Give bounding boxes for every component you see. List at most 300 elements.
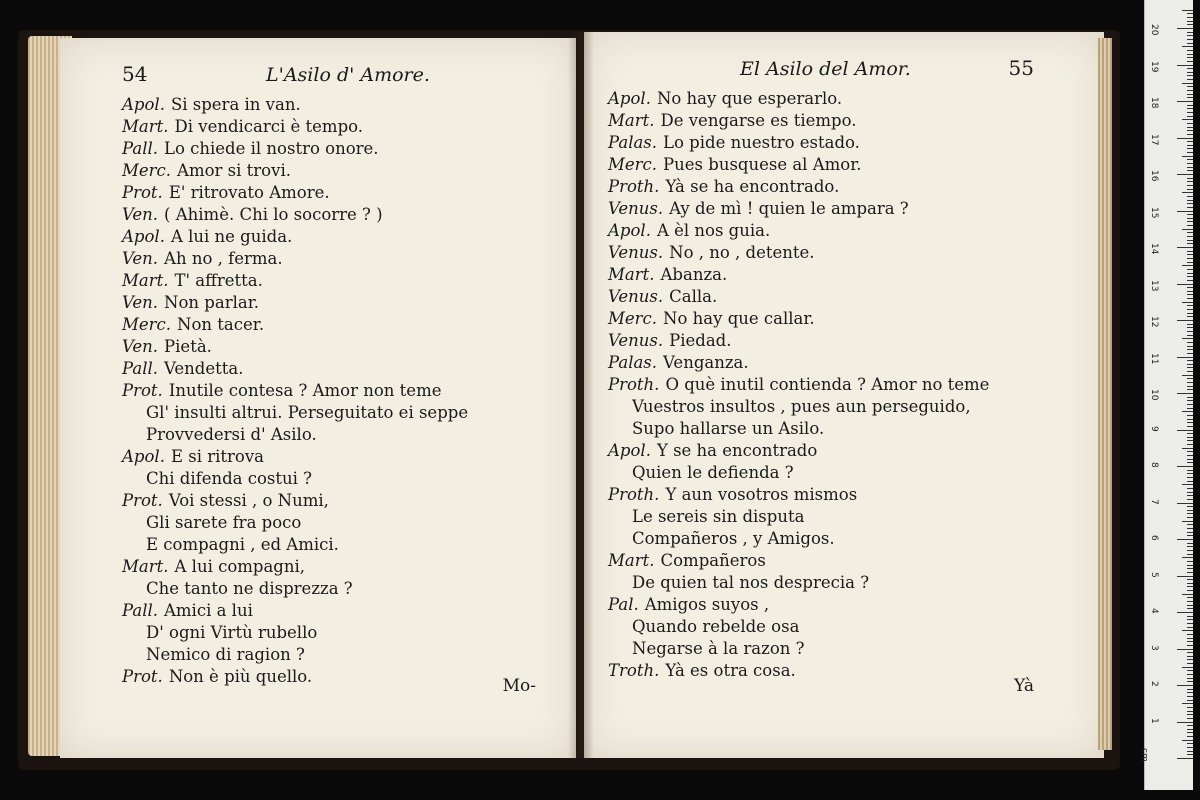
speaker-name: Venus. <box>608 287 664 306</box>
ruler-tick <box>1187 225 1193 226</box>
ruler-tick <box>1187 696 1193 697</box>
ruler-tick <box>1187 251 1193 252</box>
ruler-tick <box>1187 203 1193 204</box>
dialogue-line <box>608 572 1084 594</box>
line-text: Ah no , ferma. <box>164 249 283 268</box>
ruler-tick <box>1187 634 1193 635</box>
ruler-tick <box>1187 327 1193 328</box>
ruler-tick <box>1187 619 1193 620</box>
speaker-name: Ven. <box>122 205 159 224</box>
speaker-name: Pall. <box>122 359 158 378</box>
speaker-name: Prot. <box>122 381 163 400</box>
speaker-name: Ven. <box>122 337 159 356</box>
line-text: Le sereis sin disputa <box>632 507 805 526</box>
ruler-tick <box>1187 481 1193 482</box>
dialogue-line <box>122 402 556 424</box>
ruler-number: 4 <box>1149 608 1159 614</box>
ruler-tick <box>1187 517 1193 518</box>
ruler-tick <box>1187 207 1193 208</box>
ruler-tick <box>1187 444 1193 445</box>
ruler-tick <box>1187 524 1193 525</box>
ruler-tick <box>1187 262 1193 263</box>
speaker-name: Proth. <box>608 177 660 196</box>
dialogue-line <box>608 176 1084 198</box>
ruler-tick <box>1187 141 1193 142</box>
ruler-tick <box>1187 550 1193 551</box>
page-edges-right <box>1098 38 1112 750</box>
dialogue-line <box>608 154 1084 176</box>
ruler-tick <box>1187 61 1193 62</box>
line-text: Calla. <box>669 287 718 306</box>
ruler-tick <box>1177 138 1193 139</box>
ruler-tick <box>1187 554 1193 555</box>
dialogue-line <box>122 666 556 688</box>
dialogue-line <box>608 638 1084 660</box>
text-block <box>608 88 1084 682</box>
ruler-tick <box>1187 386 1193 387</box>
ruler-tick <box>1187 565 1193 566</box>
ruler-tick <box>1187 645 1193 646</box>
line-text: E compagni , ed Amici. <box>146 535 339 554</box>
line-text: E' ritrovato Amore. <box>168 183 330 202</box>
dialogue-line <box>608 550 1084 572</box>
ruler-tick <box>1187 433 1193 434</box>
line-text: Lo pide nuestro estado. <box>663 133 860 152</box>
ruler-tick <box>1187 389 1193 390</box>
dialogue-line <box>122 490 556 512</box>
ruler-tick <box>1177 539 1193 540</box>
speaker-name: Pal. <box>608 595 639 614</box>
ruler-tick <box>1182 667 1193 668</box>
line-text: Yà se ha encontrado. <box>665 177 840 196</box>
dialogue-line <box>608 374 1084 396</box>
ruler-tick <box>1187 367 1193 368</box>
speaker-name: Mart. <box>608 111 655 130</box>
ruler-tick <box>1187 426 1193 427</box>
line-text: No hay que callar. <box>663 309 815 328</box>
speaker-name: Venus. <box>608 331 664 350</box>
ruler-tick <box>1182 229 1193 230</box>
speaker-name: Pall. <box>122 601 158 620</box>
ruler-tick <box>1187 718 1193 719</box>
ruler-tick <box>1187 342 1193 343</box>
running-header: El Asilo del Amor. <box>740 58 911 80</box>
ruler-tick <box>1182 703 1193 704</box>
line-text: Vendetta. <box>164 359 244 378</box>
line-text: De quien tal nos desprecia ? <box>632 573 870 592</box>
dialogue-line <box>608 506 1084 528</box>
line-text: Amici a lui <box>164 601 253 620</box>
ruler-tick <box>1187 455 1193 456</box>
speaker-name: Palas. <box>608 133 658 152</box>
ruler-tick <box>1187 652 1193 653</box>
book-gutter <box>568 32 594 758</box>
dialogue-line <box>608 396 1084 418</box>
ruler-tick <box>1187 178 1193 179</box>
dialogue-line <box>608 110 1084 132</box>
line-text: Compañeros , y Amigos. <box>632 529 835 548</box>
ruler-tick <box>1187 196 1193 197</box>
ruler-tick <box>1187 729 1193 730</box>
ruler-tick <box>1187 35 1193 36</box>
ruler-tick <box>1187 305 1193 306</box>
ruler-tick <box>1187 123 1193 124</box>
line-text: Supo hallarse un Asilo. <box>632 419 825 438</box>
ruler-tick <box>1187 108 1193 109</box>
line-text: Nemico di ragion ? <box>146 645 305 664</box>
ruler-tick <box>1187 568 1193 569</box>
ruler-tick <box>1187 663 1193 664</box>
ruler-tick <box>1187 451 1193 452</box>
ruler-tick <box>1187 492 1193 493</box>
ruler-tick <box>1187 134 1193 135</box>
ruler-tick <box>1187 616 1193 617</box>
ruler-tick <box>1177 503 1193 504</box>
ruler-tick <box>1187 298 1193 299</box>
ruler-tick <box>1182 411 1193 412</box>
ruler-number: 8 <box>1149 462 1159 468</box>
line-text: O què inutil contienda ? Amor no teme <box>665 375 990 394</box>
ruler-tick <box>1187 419 1193 420</box>
dialogue-line <box>608 330 1084 352</box>
ruler-tick <box>1177 174 1193 175</box>
ruler-tick <box>1182 156 1193 157</box>
dialogue-line <box>122 182 556 204</box>
line-text: Ay de mì ! quien le ampara ? <box>669 199 909 218</box>
ruler-tick <box>1187 167 1193 168</box>
ruler-tick <box>1187 276 1193 277</box>
dialogue-line <box>608 264 1084 286</box>
dialogue-line <box>122 446 556 468</box>
dialogue-line <box>608 462 1084 484</box>
line-text: Si spera in van. <box>170 95 301 114</box>
ruler-tick <box>1187 309 1193 310</box>
ruler-tick <box>1187 561 1193 562</box>
ruler-tick <box>1187 287 1193 288</box>
dialogue-line <box>122 138 556 160</box>
ruler-tick <box>1182 265 1193 266</box>
ruler-tick <box>1187 499 1193 500</box>
ruler-tick <box>1187 181 1193 182</box>
ruler-tick <box>1187 280 1193 281</box>
line-text: Yà es otra cosa. <box>665 661 796 680</box>
ruler-tick <box>1187 316 1193 317</box>
ruler-tick <box>1187 236 1193 237</box>
ruler-tick <box>1187 656 1193 657</box>
line-text: No hay que esperarlo. <box>656 89 843 108</box>
ruler-tick <box>1187 214 1193 215</box>
ruler-tick <box>1187 39 1193 40</box>
line-text: Non tacer. <box>177 315 265 334</box>
ruler-tick <box>1177 28 1193 29</box>
ruler-tick <box>1187 43 1193 44</box>
ruler-tick <box>1187 400 1193 401</box>
ruler-tick <box>1187 725 1193 726</box>
ruler-number: 10 <box>1149 389 1159 401</box>
dialogue-line <box>122 292 556 314</box>
line-text: Y aun vosotros mismos <box>665 485 858 504</box>
ruler-tick <box>1187 258 1193 259</box>
ruler-tick <box>1182 521 1193 522</box>
line-text: Compañeros <box>660 551 766 570</box>
line-text: Non è più quello. <box>168 667 313 686</box>
ruler-tick <box>1187 243 1193 244</box>
ruler-tick <box>1187 689 1193 690</box>
line-text: De vengarse es tiempo. <box>660 111 857 130</box>
ruler-number: 19 <box>1149 60 1159 72</box>
ruler-tick <box>1187 130 1193 131</box>
speaker-name: Venus. <box>608 199 664 218</box>
ruler-tick <box>1187 273 1193 274</box>
ruler-tick <box>1187 313 1193 314</box>
ruler-tick <box>1187 440 1193 441</box>
ruler-tick <box>1182 338 1193 339</box>
dialogue-line <box>608 88 1084 110</box>
ruler-number: 6 <box>1149 535 1159 541</box>
ruler-tick <box>1177 466 1193 467</box>
dialogue-line <box>608 616 1084 638</box>
dialogue-line <box>122 116 556 138</box>
speaker-name: Mart. <box>122 557 169 576</box>
dialogue-line <box>608 418 1084 440</box>
ruler-tick <box>1187 572 1193 573</box>
line-text: Lo chiede il nostro onore. <box>164 139 379 158</box>
dialogue-line <box>608 528 1084 550</box>
line-text: Negarse à la razon ? <box>632 639 805 658</box>
speaker-name: Prot. <box>122 491 163 510</box>
line-text: Pues busquese al Amor. <box>663 155 862 174</box>
ruler-number: 20 <box>1149 24 1159 36</box>
speaker-name: Ven. <box>122 249 159 268</box>
ruler-tick <box>1187 528 1193 529</box>
line-text: Non parlar. <box>164 293 260 312</box>
dialogue-line <box>608 308 1084 330</box>
ruler-tick <box>1187 510 1193 511</box>
ruler-tick <box>1177 101 1193 102</box>
ruler-tick <box>1187 86 1193 87</box>
ruler-tick <box>1187 397 1193 398</box>
ruler-tick <box>1187 382 1193 383</box>
line-text: E si ritrova <box>170 447 264 466</box>
ruler-tick <box>1187 678 1193 679</box>
ruler-number: 7 <box>1149 498 1159 505</box>
speaker-name: Pall. <box>122 139 158 158</box>
ruler-tick <box>1177 320 1193 321</box>
ruler-tick <box>1187 754 1193 755</box>
dialogue-line <box>608 198 1084 220</box>
ruler-number: 14 <box>1149 243 1159 255</box>
line-text: D' ogni Virtù rubello <box>146 623 318 642</box>
ruler-tick <box>1187 404 1193 405</box>
line-text: A lui compagni, <box>174 557 306 576</box>
page-number: 55 <box>1008 56 1034 80</box>
speaker-name: Merc. <box>608 309 658 328</box>
ruler-tick <box>1187 21 1193 22</box>
line-text: Voi stessi , o Numi, <box>168 491 329 510</box>
ruler-number: 5 <box>1149 571 1159 578</box>
ruler-tick <box>1182 557 1193 558</box>
ruler-tick <box>1187 221 1193 222</box>
speaker-name: Palas. <box>608 353 658 372</box>
ruler-tick <box>1187 408 1193 409</box>
ruler-tick <box>1187 546 1193 547</box>
line-text: Chi difenda costui ? <box>146 469 313 488</box>
ruler-tick <box>1187 163 1193 164</box>
ruler-tick <box>1187 674 1193 675</box>
dialogue-line <box>608 242 1084 264</box>
line-text: Amigos suyos , <box>644 595 770 614</box>
ruler-tick <box>1187 294 1193 295</box>
ruler-tick <box>1187 185 1193 186</box>
dialogue-line <box>122 94 556 116</box>
ruler-tick <box>1177 357 1193 358</box>
ruler-tick <box>1177 247 1193 248</box>
ruler-tick <box>1187 462 1193 463</box>
speaker-name: Mart. <box>608 551 655 570</box>
ruler-tick <box>1187 590 1193 591</box>
catchword: Yà <box>1013 676 1034 696</box>
speaker-name: Prot. <box>122 667 163 686</box>
line-text: Di vendicarci è tempo. <box>174 117 364 136</box>
line-text: A lui ne guida. <box>170 227 293 246</box>
ruler-number: 12 <box>1149 316 1159 328</box>
ruler-tick <box>1187 477 1193 478</box>
ruler-tick <box>1187 75 1193 76</box>
speaker-name: Proth. <box>608 375 660 394</box>
ruler-tick <box>1177 722 1193 723</box>
ruler-tick <box>1187 17 1193 18</box>
line-text: Piedad. <box>669 331 732 350</box>
speaker-name: Venus. <box>608 243 664 262</box>
dialogue-line <box>122 644 556 666</box>
line-text: Pietà. <box>164 337 212 356</box>
dialogue-line <box>122 160 556 182</box>
ruler-tick <box>1187 159 1193 160</box>
page-number: 54 <box>122 62 148 86</box>
line-text: A èl nos guia. <box>656 221 771 240</box>
ruler-tick <box>1182 192 1193 193</box>
speaker-name: Apol. <box>608 89 651 108</box>
ruler-tick <box>1187 543 1193 544</box>
ruler-tick <box>1187 254 1193 255</box>
dialogue-line <box>122 600 556 622</box>
ruler-tick <box>1182 484 1193 485</box>
ruler-tick <box>1187 751 1193 752</box>
ruler-tick <box>1187 415 1193 416</box>
ruler-tick <box>1187 105 1193 106</box>
ruler-tick <box>1187 597 1193 598</box>
ruler-tick <box>1187 714 1193 715</box>
ruler-number: 15 <box>1149 206 1159 218</box>
ruler-tick <box>1187 378 1193 379</box>
ruler-tick <box>1182 302 1193 303</box>
ruler-tick <box>1177 65 1193 66</box>
ruler-tick <box>1187 79 1193 80</box>
ruler-tick <box>1187 627 1193 628</box>
ruler-tick <box>1187 32 1193 33</box>
ruler-tick <box>1187 97 1193 98</box>
ruler-tick <box>1182 594 1193 595</box>
ruler-tick <box>1182 740 1193 741</box>
ruler-tick <box>1187 94 1193 95</box>
ruler-tick <box>1187 681 1193 682</box>
ruler-tick <box>1182 46 1193 47</box>
ruler-tick <box>1187 50 1193 51</box>
line-text: Amor si trovi. <box>177 161 291 180</box>
ruler-tick <box>1177 284 1193 285</box>
text-block <box>122 94 556 688</box>
ruler-tick <box>1177 393 1193 394</box>
ruler-tick <box>1187 459 1193 460</box>
ruler-tick <box>1187 473 1193 474</box>
ruler-tick <box>1187 659 1193 660</box>
ruler-tick <box>1187 583 1193 584</box>
ruler-tick <box>1187 692 1193 693</box>
ruler-tick <box>1187 68 1193 69</box>
speaker-name: Apol. <box>122 95 165 114</box>
dialogue-line <box>122 314 556 336</box>
ruler-tick <box>1187 116 1193 117</box>
ruler-tick <box>1187 324 1193 325</box>
ruler-tick <box>1187 535 1193 536</box>
ruler-tick <box>1187 371 1193 372</box>
ruler-tick <box>1187 200 1193 201</box>
ruler-number: 3 <box>1149 644 1159 651</box>
dialogue-line <box>122 424 556 446</box>
line-text: Inutile contesa ? Amor non teme <box>168 381 442 400</box>
dialogue-line <box>608 594 1084 616</box>
line-text: T' affretta. <box>174 271 263 290</box>
line-text: Quando rebelde osa <box>632 617 800 636</box>
ruler-tick <box>1187 586 1193 587</box>
ruler-number: 13 <box>1149 279 1159 291</box>
ruler-tick <box>1182 375 1193 376</box>
ruler-tick <box>1187 331 1193 332</box>
speaker-name: Prot. <box>122 183 163 202</box>
line-text: Vuestros insultos , pues aun perseguido, <box>632 397 971 416</box>
ruler-tick <box>1187 513 1193 514</box>
line-text: Gli sarete fra poco <box>146 513 302 532</box>
dialogue-line <box>122 270 556 292</box>
ruler-tick <box>1187 218 1193 219</box>
ruler-tick <box>1187 670 1193 671</box>
ruler-tick <box>1187 112 1193 113</box>
line-text: No , no , detente. <box>669 243 815 262</box>
speaker-name: Apol. <box>122 227 165 246</box>
ruler-number: 18 <box>1149 97 1159 109</box>
ruler-number: 1 <box>1149 717 1159 724</box>
speaker-name: Apol. <box>122 447 165 466</box>
ruler-tick <box>1187 240 1193 241</box>
ruler-tick <box>1187 707 1193 708</box>
line-text: ( Ahimè. Chi lo socorre ? ) <box>164 205 383 224</box>
ruler-tick <box>1187 360 1193 361</box>
ruler-tick <box>1187 189 1193 190</box>
speaker-name: Apol. <box>608 441 651 460</box>
ruler-tick <box>1187 24 1193 25</box>
ruler-tick <box>1187 13 1193 14</box>
dialogue-line <box>122 204 556 226</box>
ruler-unit: cm <box>1139 748 1149 762</box>
ruler-tick <box>1187 495 1193 496</box>
ruler-tick <box>1187 54 1193 55</box>
ruler-tick <box>1187 152 1193 153</box>
ruler-tick <box>1177 649 1193 650</box>
dialogue-line <box>608 660 1084 682</box>
ruler-tick <box>1177 430 1193 431</box>
dialogue-line <box>122 512 556 534</box>
dialogue-line <box>122 336 556 358</box>
